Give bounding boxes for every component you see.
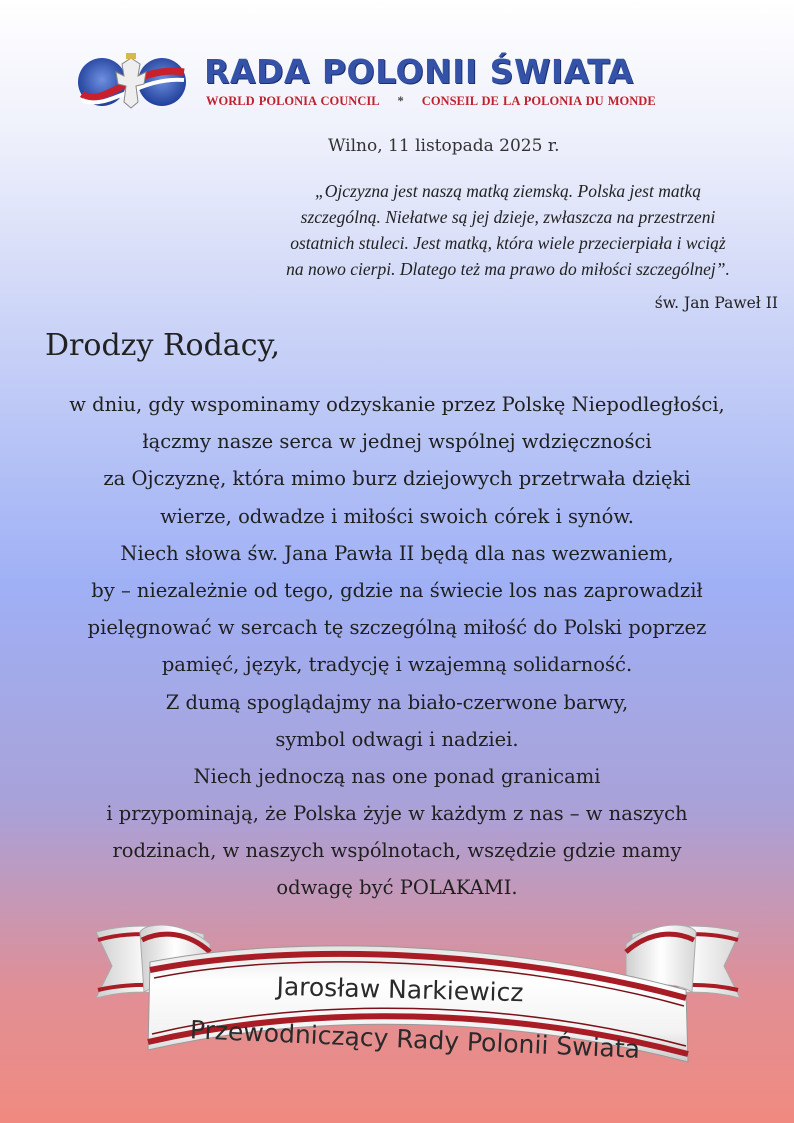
body-line: by – niezależnie od tego, gdzie na świecie los nas zaprowadził [91, 578, 703, 602]
body-line: łączmy nasze serca w jednej wspólnej wdzięczności [142, 430, 652, 454]
letterhead [74, 50, 734, 116]
body-line: Niech słowa św. Jana Pawła II będą dla nas wezwaniem, [120, 541, 674, 565]
quote-line: ostatnich stuleci. Jest matką, która wiele przecierpiała i wciąż [290, 233, 726, 253]
body-line: Z dumą spoglądajmy na biało-czerwone barwy, [165, 690, 629, 714]
quote-line: szczególną. Niełatwe są jej dzieje, zwłaszcza na przestrzeni [300, 207, 716, 227]
signatory-title: Przewodniczący Rady Polonii Świata [189, 1015, 641, 1064]
body-line: pielęgnować w sercach tę szczególną miłość do Polski poprzez [87, 616, 707, 640]
body-line: odwagę być POLAKAMI. [276, 876, 518, 900]
signatory-name: Jarosław Narkiewicz [276, 971, 524, 1008]
organization-name-english: WORLD POLONIA COUNCIL [206, 94, 380, 108]
quote-line: „Ojczyzna jest naszą matką ziemską. Polska jest matką [315, 181, 701, 201]
body-line: Niech jednoczą nas one ponad granicami [193, 764, 601, 788]
letter-date: Wilno, 11 listopada 2025 r. [328, 136, 560, 156]
organization-name-french: CONSEIL DE LA POLONIA DU MONDE [421, 94, 656, 108]
body-line: rodzinach, w naszych wspólnotach, wszędzie gdzie mamy [112, 839, 682, 863]
body-line: za Ojczyznę, która mimo burz dziejowych przetrwała dzięki [103, 467, 691, 491]
body-line: w dniu, gdy wspominamy odzyskanie przez Polskę Niepodległości, [69, 393, 725, 416]
body-line: pamięć, język, tradycję i wzajemną solidarność. [161, 653, 633, 677]
organization-name: RADA POLONII ŚWIATA [204, 52, 634, 91]
letter-body [20, 386, 774, 907]
quote-author: św. Jan Paweł II [654, 294, 778, 312]
organization-subtitle [206, 94, 656, 109]
quote-line: na nowo cierpi. Dlatego też ma prawo do miłości szczególnej”. [286, 259, 730, 279]
body-line: wierze, odwadze i miłości swoich córek i synów. [160, 504, 634, 528]
body-line: symbol odwagi i nadziei. [275, 727, 519, 751]
eagle-globe-logo-icon [74, 50, 189, 114]
body-line: i przypominają, że Polska żyje w każdym z nas – w naszych [106, 802, 688, 826]
greeting: Drodzy Rodacy, [45, 328, 280, 363]
quote [250, 178, 766, 282]
subtitle-separator: * [397, 94, 404, 108]
